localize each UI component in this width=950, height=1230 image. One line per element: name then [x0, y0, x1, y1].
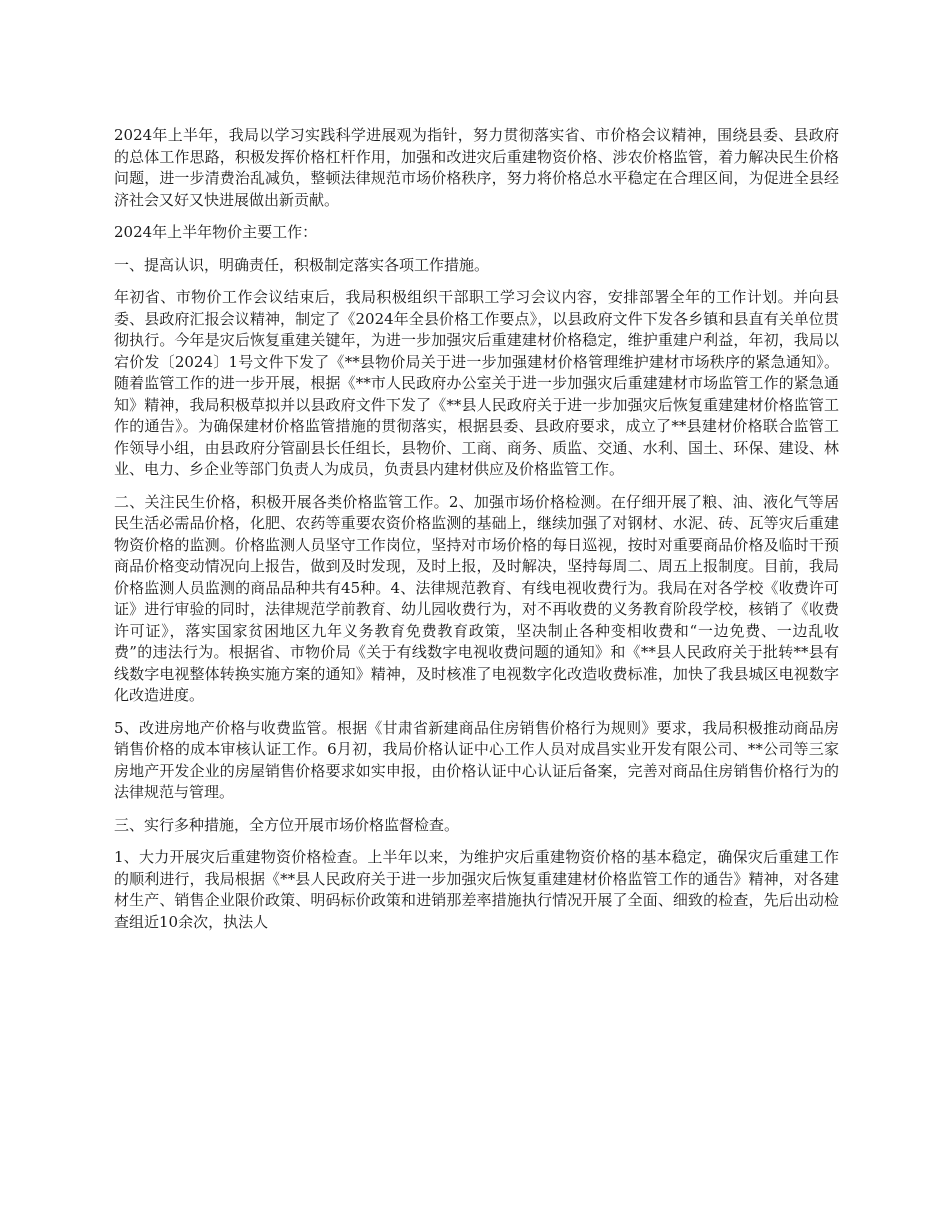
real-estate-paragraph: 5、改进房地产价格与收费监管。根据《甘肃省新建商品住房销售价格行为规则》要求，我局积极推动商品房销售价格的成本审核认证工作。6月初，我局价格认证中心工作人员对成昌实业开发有限公司、**公司等三家房地产开发企业的房屋销售价格要求如实申报，由价格认证中心认证后备案，完善对商品住房销售价格行为的法律规范与管理。: [114, 718, 839, 801]
section-two-paragraph: 二、关注民生价格，积极开展各类价格监管工作。2、加强市场价格检测。在仔细开展了粮、油、液化气等居民生活必需品价格，化肥、农药等重要农资价格监测的基础上，继续加强了对钢材、水泥、砖、瓦等灾后重建物资价格的监测。价格监测人员坚守工作岗位，坚持对市场价格的每日巡视，按时对重要商品价格及临时干预商品价格变动情况向上报告，做到及时发现，及时上报，及时解决，坚持每周二、周五上报制度。目前，我局价格监测人员监测的商品品种共有45种。4、法律规范教育、有线电视收费行为。我局在对各学校《收费许可证》进行审验的同时，法律规范学前教育、幼儿园收费行为，对不再收费的义务教育阶段学校，核销了《收费许可证》，落实国家贫困地区九年义务教育免费教育政策，坚决制止各种变相收费和“一边免费、一边乱收费”的违法行为。根据省、市物价局《关于有线数字电视收费问题的通知》和《**县人民政府关于批转**县有线数字电视整体转换实施方案的通知》精神，及时核准了电视数字化改造收费标准，加快了我县城区电视数字化改造进度。: [114, 492, 839, 704]
section-heading: 2024年上半年物价主要工作：: [114, 223, 318, 241]
intro-paragraph: 2024年上半年，我局以学习实践科学进展观为指针，努力贯彻落实省、市价格会议精神，围绕县委、县政府的总体工作思路，积极发挥价格杠杆作用，加强和改进灾后重建物资价格、涉农价格监管，着力解决民生价格问题，进一步清费治乱减负，整顿法律规范市场价格秩序，努力将价格总水平稳定在合理区间，为促进全县经济社会又好又快进展做出新贡献。: [114, 126, 839, 209]
section-one-paragraph: 年初省、市物价工作会议结束后，我局积极组织干部职工学习会议内容，安排部署全年的工作计划。并向县委、县政府汇报会议精神，制定了《2024年全县价格工作要点》，以县政府文件下发各乡镇和县直有关单位贯彻执行。今年是灾后恢复重建关键年，为进一步加强灾后重建建材价格稳定，维护重建户利益，年初，我局以宕价发〔2024〕1号文件下发了《**县物价局关于进一步加强建材价格管理维护建材市场秩序的紧急通知》。随着监管工作的进一步开展，根据《**市人民政府办公室关于进一步加强灾后重建建材市场监管工作的紧急通知》精神，我局积极草拟并以县政府文件下发了《**县人民政府关于进一步加强灾后恢复重建建材价格监管工作的通告》。为确保建材价格监管措施的贯彻落实，根据县委、县政府要求，成立了**县建材价格联合监管工作领导小组，由县政府分管副县长任组长，县物价、工商、商务、质监、交通、水利、国土、环保、建设、林业、电力、乡企业等部门负责人为成员，负责县内建材供应及价格监管工作。: [114, 288, 839, 478]
document-body: [114, 125, 839, 944]
section-three-paragraph: 1、大力开展灾后重建物资价格检查。上半年以来，为维护灾后重建物资价格的基本稳定，确保灾后重建工作的顺利进行，我局根据《**县人民政府关于进一步加强灾后恢复重建建材价格监管工作的通告》精神，对各建材生产、销售企业限价政策、明码标价政策和进销那差率措施执行情况开展了全面、细致的检查，先后出动检查组近10余次，执法人: [114, 848, 839, 931]
section-one-heading: 一、提高认识，明确责任，积极制定落实各项工作措施。: [114, 255, 490, 274]
section-three-heading: 三、实行多种措施，全方位开展市场价格监督检查。: [114, 815, 460, 834]
